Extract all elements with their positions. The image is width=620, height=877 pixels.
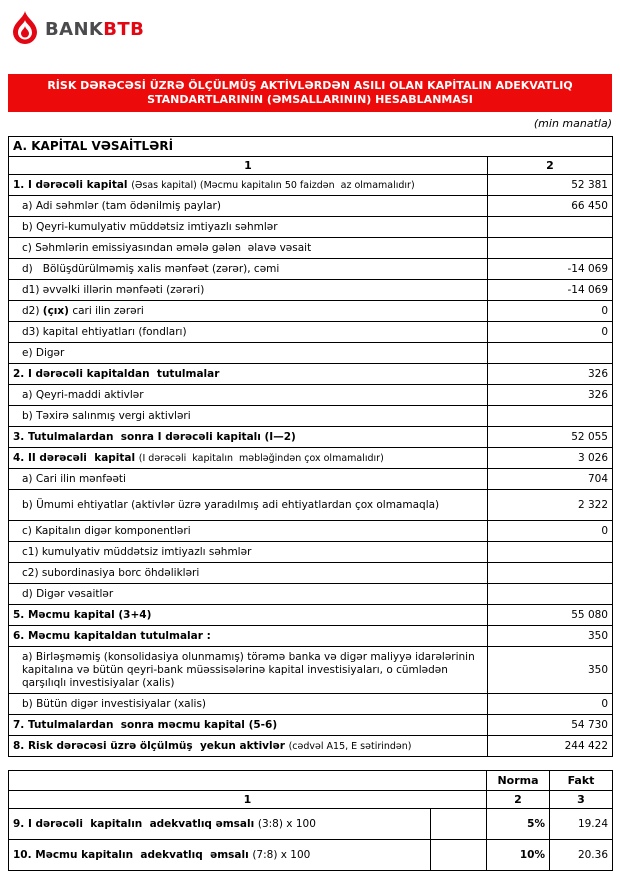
row-value: 0 [488,694,613,715]
table-row [9,448,613,469]
table-row [9,280,613,301]
row-value: 66 450 [488,196,613,217]
ratio-row-spacer [431,840,487,871]
row-label: 1. I dərəcəli kapital (Əsas kapital) (Məcmu kapitalın 50 faizdən az olmamalıdır) [9,175,488,196]
table-row [9,715,613,736]
row-label: d) Digər vəsaitlər [9,584,488,605]
table-row [9,259,613,280]
row-value: 350 [488,626,613,647]
ratio-row-fakt: 19.24 [550,809,613,840]
row-label: b) Bütün digər investisiyalar (xalis) [9,694,488,715]
capital-table [8,136,613,757]
unit-note: (min manatla) [533,117,612,130]
row-label: 5. Məcmu kapital (3+4) [9,605,488,626]
table-row [9,406,613,427]
row-label: c1) kumulyativ müddətsiz imtiyazlı səhmlər [9,542,488,563]
table-row [9,647,613,694]
row-value: 704 [488,469,613,490]
ratio-table-body [9,771,613,871]
row-label: c) Səhmlərin emissiyasından əmələ gələn əlavə vəsait [9,238,488,259]
row-label: e) Digər [9,343,488,364]
ratio-row-norma: 5% [487,809,550,840]
bank-logo-text [45,19,144,40]
ratio-column-number-row [9,791,613,809]
row-label: a) Qeyri-maddi aktivlər [9,385,488,406]
row-value: 55 080 [488,605,613,626]
col-number-1: 1 [9,157,488,175]
ratio-row-fakt: 20.36 [550,840,613,871]
table-row [9,322,613,343]
row-label: b) Qeyri-kumulyativ müddətsiz imtiyazlı səhmlər [9,217,488,238]
row-value: 2 322 [488,490,613,521]
row-label: 8. Risk dərəcəsi üzrə ölçülmüş yekun aktivlər (cədvəl A15, E sətirindən) [9,736,488,757]
row-value: 0 [488,301,613,322]
table-row [9,196,613,217]
row-value: 52 381 [488,175,613,196]
row-value [488,563,613,584]
row-label: 4. II dərəcəli kapital (I dərəcəli kapitalın məbləğindən çox olmamalıdır) [9,448,488,469]
row-value: -14 069 [488,280,613,301]
row-label: d1) əvvəlki illərin mənfəəti (zərəri) [9,280,488,301]
row-value: 244 422 [488,736,613,757]
row-value: 3 026 [488,448,613,469]
logo-word-btb: BTB [103,18,145,40]
row-label: 2. I dərəcəli kapitaldan tutulmalar [9,364,488,385]
row-value [488,217,613,238]
table-row [9,301,613,322]
row-label: a) Adi səhmlər (tam ödənilmiş paylar) [9,196,488,217]
table-row [9,469,613,490]
report-title-banner [8,74,612,112]
ratio-header-norma: Norma [487,771,550,791]
table-row [9,238,613,259]
ratio-row [9,809,613,840]
row-value: 52 055 [488,427,613,448]
row-value [488,343,613,364]
ratio-col-number-1: 1 [9,791,487,809]
table-row [9,521,613,542]
section-header: A. KAPİTAL VƏSAİTLƏRİ [9,137,613,157]
column-number-row [9,157,613,175]
row-value [488,542,613,563]
row-label: c) Kapitalın digər komponentləri [9,521,488,542]
row-value: 326 [488,385,613,406]
table-row [9,605,613,626]
ratio-header-row [9,771,613,791]
table-row [9,694,613,715]
row-label: d2) (çıx) cari ilin zərəri [9,301,488,322]
bank-logo [10,10,612,48]
table-row [9,427,613,448]
capital-table-body [9,137,613,757]
table-row [9,626,613,647]
table-row [9,175,613,196]
table-row [9,343,613,364]
col-number-2: 2 [488,157,613,175]
row-label: 3. Tutulmalardan sonra I dərəcəli kapitalı (I—2) [9,427,488,448]
ratio-header-empty [9,771,487,791]
table-row [9,364,613,385]
row-value [488,584,613,605]
ratio-row [9,840,613,871]
row-label: d3) kapital ehtiyatları (fondları) [9,322,488,343]
row-value: -14 069 [488,259,613,280]
ratio-col-number-3: 3 [550,791,613,809]
row-value [488,238,613,259]
row-label: b) Ümumi ehtiyatlar (aktivlər üzrə yaradılmış adi ehtiyatlardan çox olmamaqla) [9,490,488,521]
ratio-header-fakt: Fakt [550,771,613,791]
row-label: a) Cari ilin mənfəəti [9,469,488,490]
row-value: 0 [488,322,613,343]
table-row [9,542,613,563]
bank-logo-flame-icon [10,11,40,47]
table-row [9,736,613,757]
ratio-col-number-2: 2 [487,791,550,809]
row-value: 326 [488,364,613,385]
row-label: c2) subordinasiya borc öhdəlikləri [9,563,488,584]
report-title-line2: STANDARTLARININ (ƏMSALLARININ) HESABLANMASI [147,93,473,106]
ratio-row-spacer [431,809,487,840]
row-value: 0 [488,521,613,542]
table-row [9,584,613,605]
logo-word-bank: BANK [45,18,104,40]
table-row [9,217,613,238]
table-row [9,563,613,584]
ratio-table [8,770,613,871]
row-label: a) Birləşməmiş (konsolidasiya olunmamış) törəmə banka və digər maliyyə idarələrinin kapitalına və bütün qeyri-bank müəssisələrinə kapital investisiyaları, o cümlədən qarşılıqlı investisiyalar (xalis) [9,647,488,694]
row-label: 6. Məcmu kapitaldan tutulmalar : [9,626,488,647]
row-label: 7. Tutulmalardan sonra məcmu kapital (5-6) [9,715,488,736]
section-header-row [9,137,613,157]
table-row [9,490,613,521]
ratio-row-label: 9. I dərəcəli kapitalın adekvatlıq əmsalı (3:8) x 100 [9,809,431,840]
ratio-row-label: 10. Məcmu kapitalın adekvatlıq əmsalı (7:8) x 100 [9,840,431,871]
row-label: b) Təxirə salınmış vergi aktivləri [9,406,488,427]
row-value [488,406,613,427]
table-row [9,385,613,406]
ratio-row-norma: 10% [487,840,550,871]
row-value: 350 [488,647,613,694]
row-label: d) Bölüşdürülməmiş xalis mənfəət (zərər), cəmi [9,259,488,280]
report-title-line1: RİSK DƏRƏCƏSİ ÜZRƏ ÖLÇÜLMÜŞ AKTİVLƏRDƏN ASILI OLAN KAPİTALIN ADEKVATLIQ [47,79,573,92]
row-value: 54 730 [488,715,613,736]
